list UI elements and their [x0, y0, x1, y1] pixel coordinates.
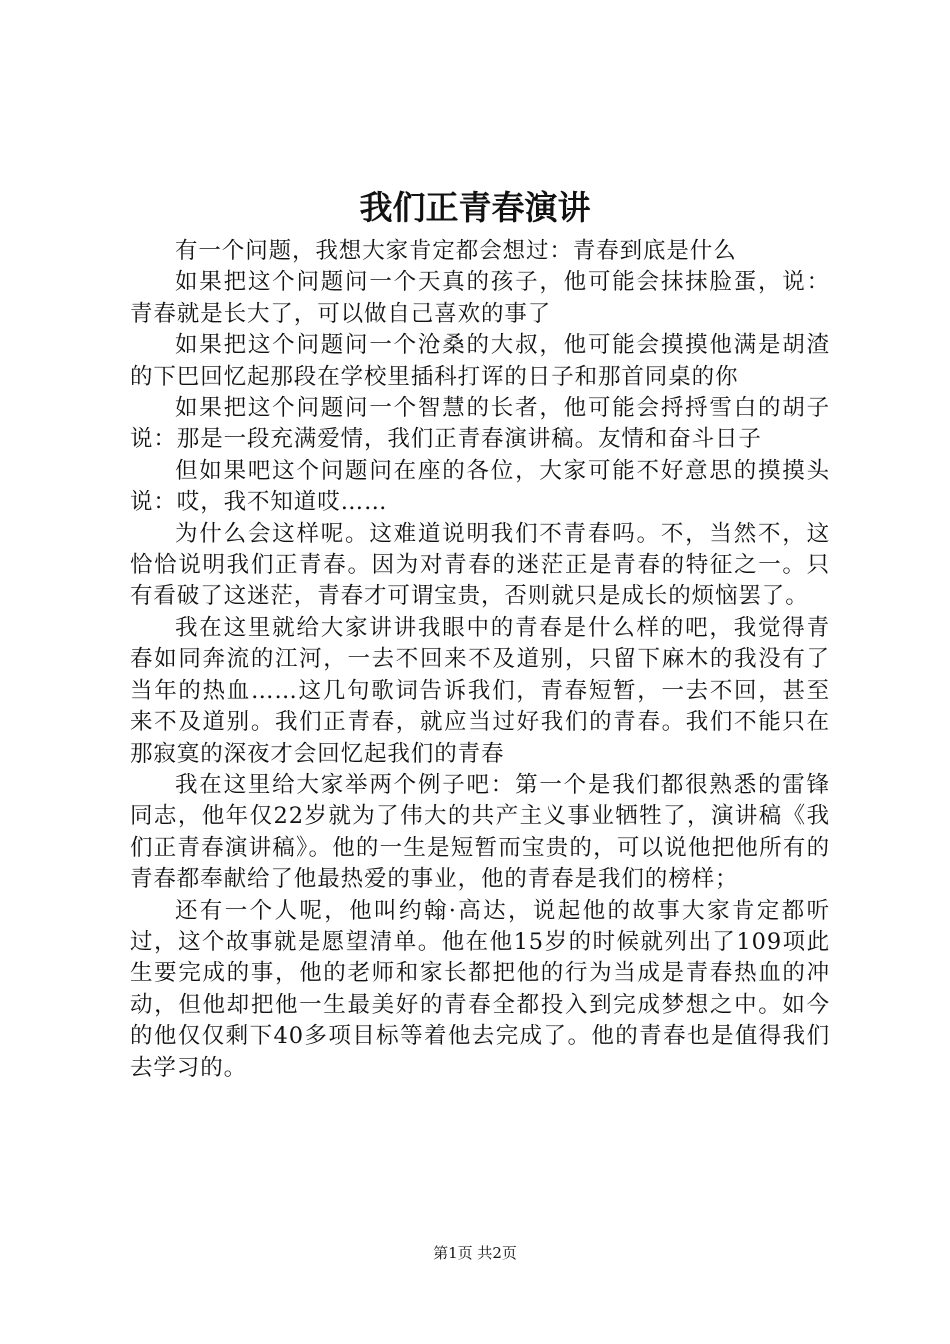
- paragraph: 为什么会这样呢。这难道说明我们不青春吗。不，当然不，这恰恰说明我们正青春。因为对青春的迷茫正是青春的特征之一。只有看破了这迷茫，青春才可谓宝贵，否则就只是成长的烦恼罢了。: [130, 520, 830, 610]
- document-title: 我们正青春演讲: [359, 188, 591, 227]
- paragraph: 如果把这个问题问一个智慧的长者，他可能会捋捋雪白的胡子说：那是一段充满爱情，我们正青春演讲稿。友情和奋斗日子: [130, 395, 830, 453]
- paragraph: 如果把这个问题问一个沧桑的大叔，他可能会摸摸他满是胡渣的下巴回忆起那段在学校里插科打诨的日子和那首同桌的你: [130, 332, 830, 390]
- paragraph: 如果把这个问题问一个天真的孩子，他可能会抹抹脸蛋，说：青春就是长大了，可以做自己喜欢的事了: [130, 269, 830, 327]
- document-body: [130, 236, 830, 1084]
- paragraph: 但如果吧这个问题问在座的各位，大家可能不好意思的摸摸头说：哎，我不知道哎……: [130, 457, 830, 516]
- paragraph: 我在这里给大家举两个例子吧：第一个是我们都很熟悉的雷锋同志，他年仅22岁就为了伟大的共产主义事业牺牲了，演讲稿《我们正青春演讲稿》。他的一生是短暂而宝贵的，可以说他把他所有的青春都奉献给了他最热爱的事业，他的青春是我们的榜样；: [130, 771, 830, 893]
- paragraph: 有一个问题，我想大家肯定都会想过：青春到底是什么: [175, 238, 737, 264]
- paragraph: 还有一个人呢，他叫约翰·高达，说起他的故事大家肯定都听过，这个故事就是愿望清单。他在他15岁的时候就列出了109项此生要完成的事，他的老师和家长都把他的行为当成是青春热血的冲动，但他却把他一生最美好的青春全都投入到完成梦想之中。如今的他仅仅剩下40多项目标等着他去完成了。他的青春也是值得我们去学习的。: [130, 897, 830, 1081]
- page-number-footer: 第1页 共2页: [433, 1244, 517, 1262]
- paragraph: 我在这里就给大家讲讲我眼中的青春是什么样的吧，我觉得青春如同奔流的江河，一去不回来不及道别，只留下麻木的我没有了当年的热血……这几句歌词告诉我们，青春短暂，一去不回，甚至来不及道别。我们正青春，就应当过好我们的青春。我们不能只在那寂寞的深夜才会回忆起我们的青春: [130, 614, 830, 767]
